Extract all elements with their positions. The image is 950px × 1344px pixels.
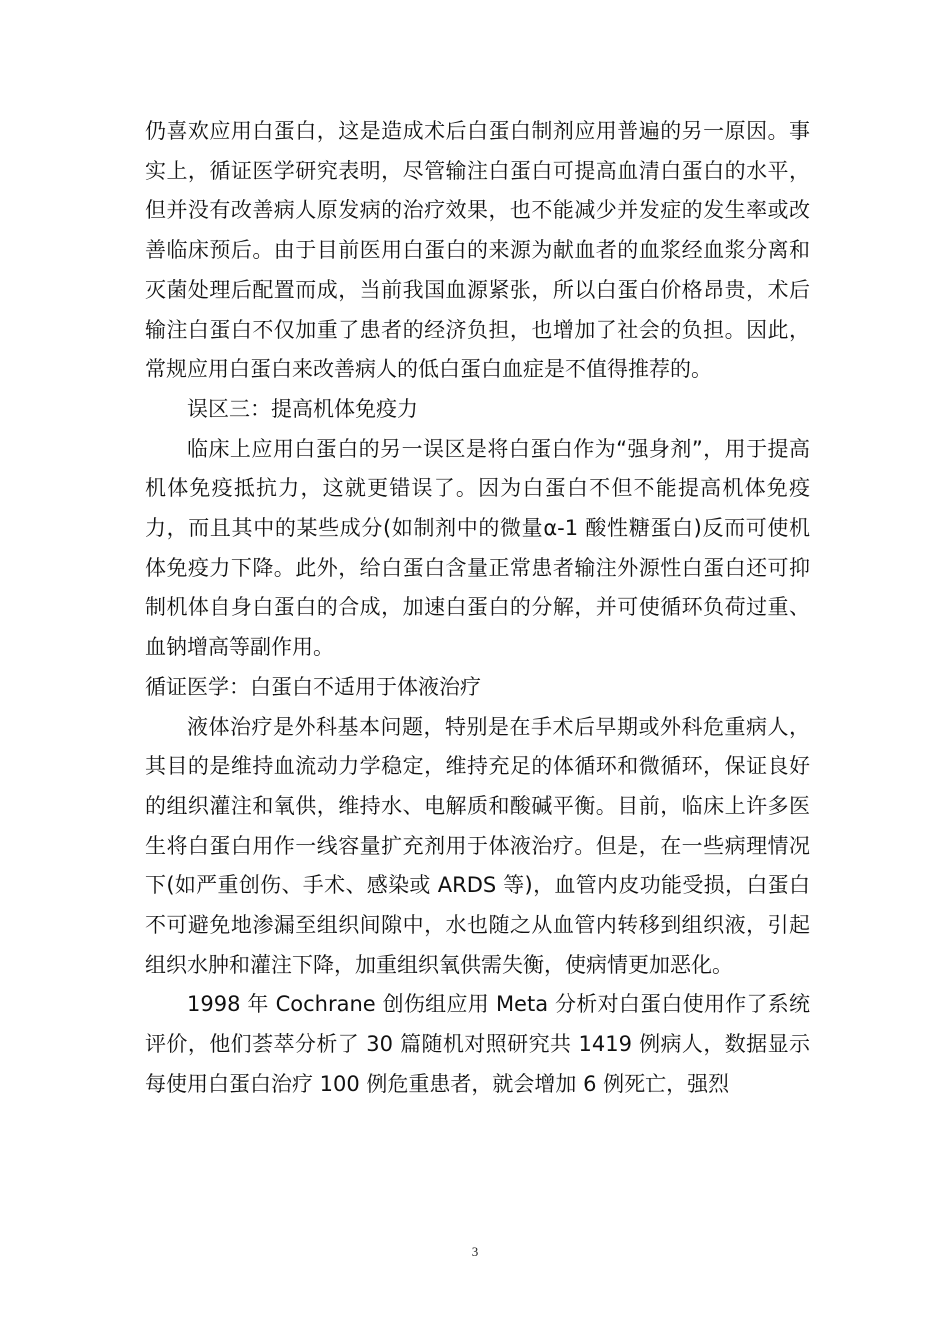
document-body (145, 112, 810, 1105)
paragraph-immunity-misconception: 临床上应用白蛋白的另一误区是将白蛋白作为“强身剂”，用于提高机体免疫抵抗力，这就更错误了。因为白蛋白不但不能提高机体免疫力，而且其中的某些成分(如制剂中的微量α-1 酸性糖蛋白)反而可使机体免疫力下降。此外，给白蛋白含量正常患者输注外源性白蛋白还可抑制机体自身白蛋白的合成，加速白蛋白的分解，并可使循环负荷过重、血钠增高等副作用。 (145, 436, 810, 660)
paragraph-albumin-cost: 仍喜欢应用白蛋白，这是造成术后白蛋白制剂应用普遍的另一原因。事实上，循证医学研究表明，尽管输注白蛋白可提高血清白蛋白的水平，但并没有改善病人原发病的治疗效果，也不能减少并发症的发生率或改善临床预后。由于目前医用白蛋白的来源为献血者的血浆经血浆分离和灭菌处理后配置而成，当前我国血源紧张，所以白蛋白价格昂贵，术后输注白蛋白不仅加重了患者的经济负担，也增加了社会的负担。因此，常规应用白蛋白来改善病人的低白蛋白血症是不值得推荐的。 (145, 119, 810, 382)
page-number: 3 (471, 1244, 479, 1259)
paragraph-cochrane-analysis: 1998 年 Cochrane 创伤组应用 Meta 分析对白蛋白使用作了系统评价，他们荟萃分析了 30 篇随机对照研究共 1419 例病人，数据显示每使用白蛋白治疗 100 例危重患者，就会增加 6 例死亡，强烈 (145, 992, 810, 1096)
heading-evidence-based-medicine: 循证医学：白蛋白不适用于体液治疗 (145, 674, 481, 699)
paragraph-fluid-therapy: 液体治疗是外科基本问题，特别是在手术后早期或外科危重病人，其目的是维持血流动力学稳定，维持充足的体循环和微循环，保证良好的组织灌注和氧供，维持水、电解质和酸碱平衡。目前，临床上许多医生将白蛋白用作一线容量扩充剂用于体液治疗。但是，在一些病理情况下(如严重创伤、手术、感染或 ARDS 等)，血管内皮功能受损，白蛋白不可避免地渗漏至组织间隙中，水也随之从血管内转移到组织液，引起组织水肿和灌注下降，加重组织氧供需失衡，使病情更加恶化。 (145, 714, 810, 977)
heading-misconception-three: 误区三：提高机体免疫力 (187, 396, 418, 421)
